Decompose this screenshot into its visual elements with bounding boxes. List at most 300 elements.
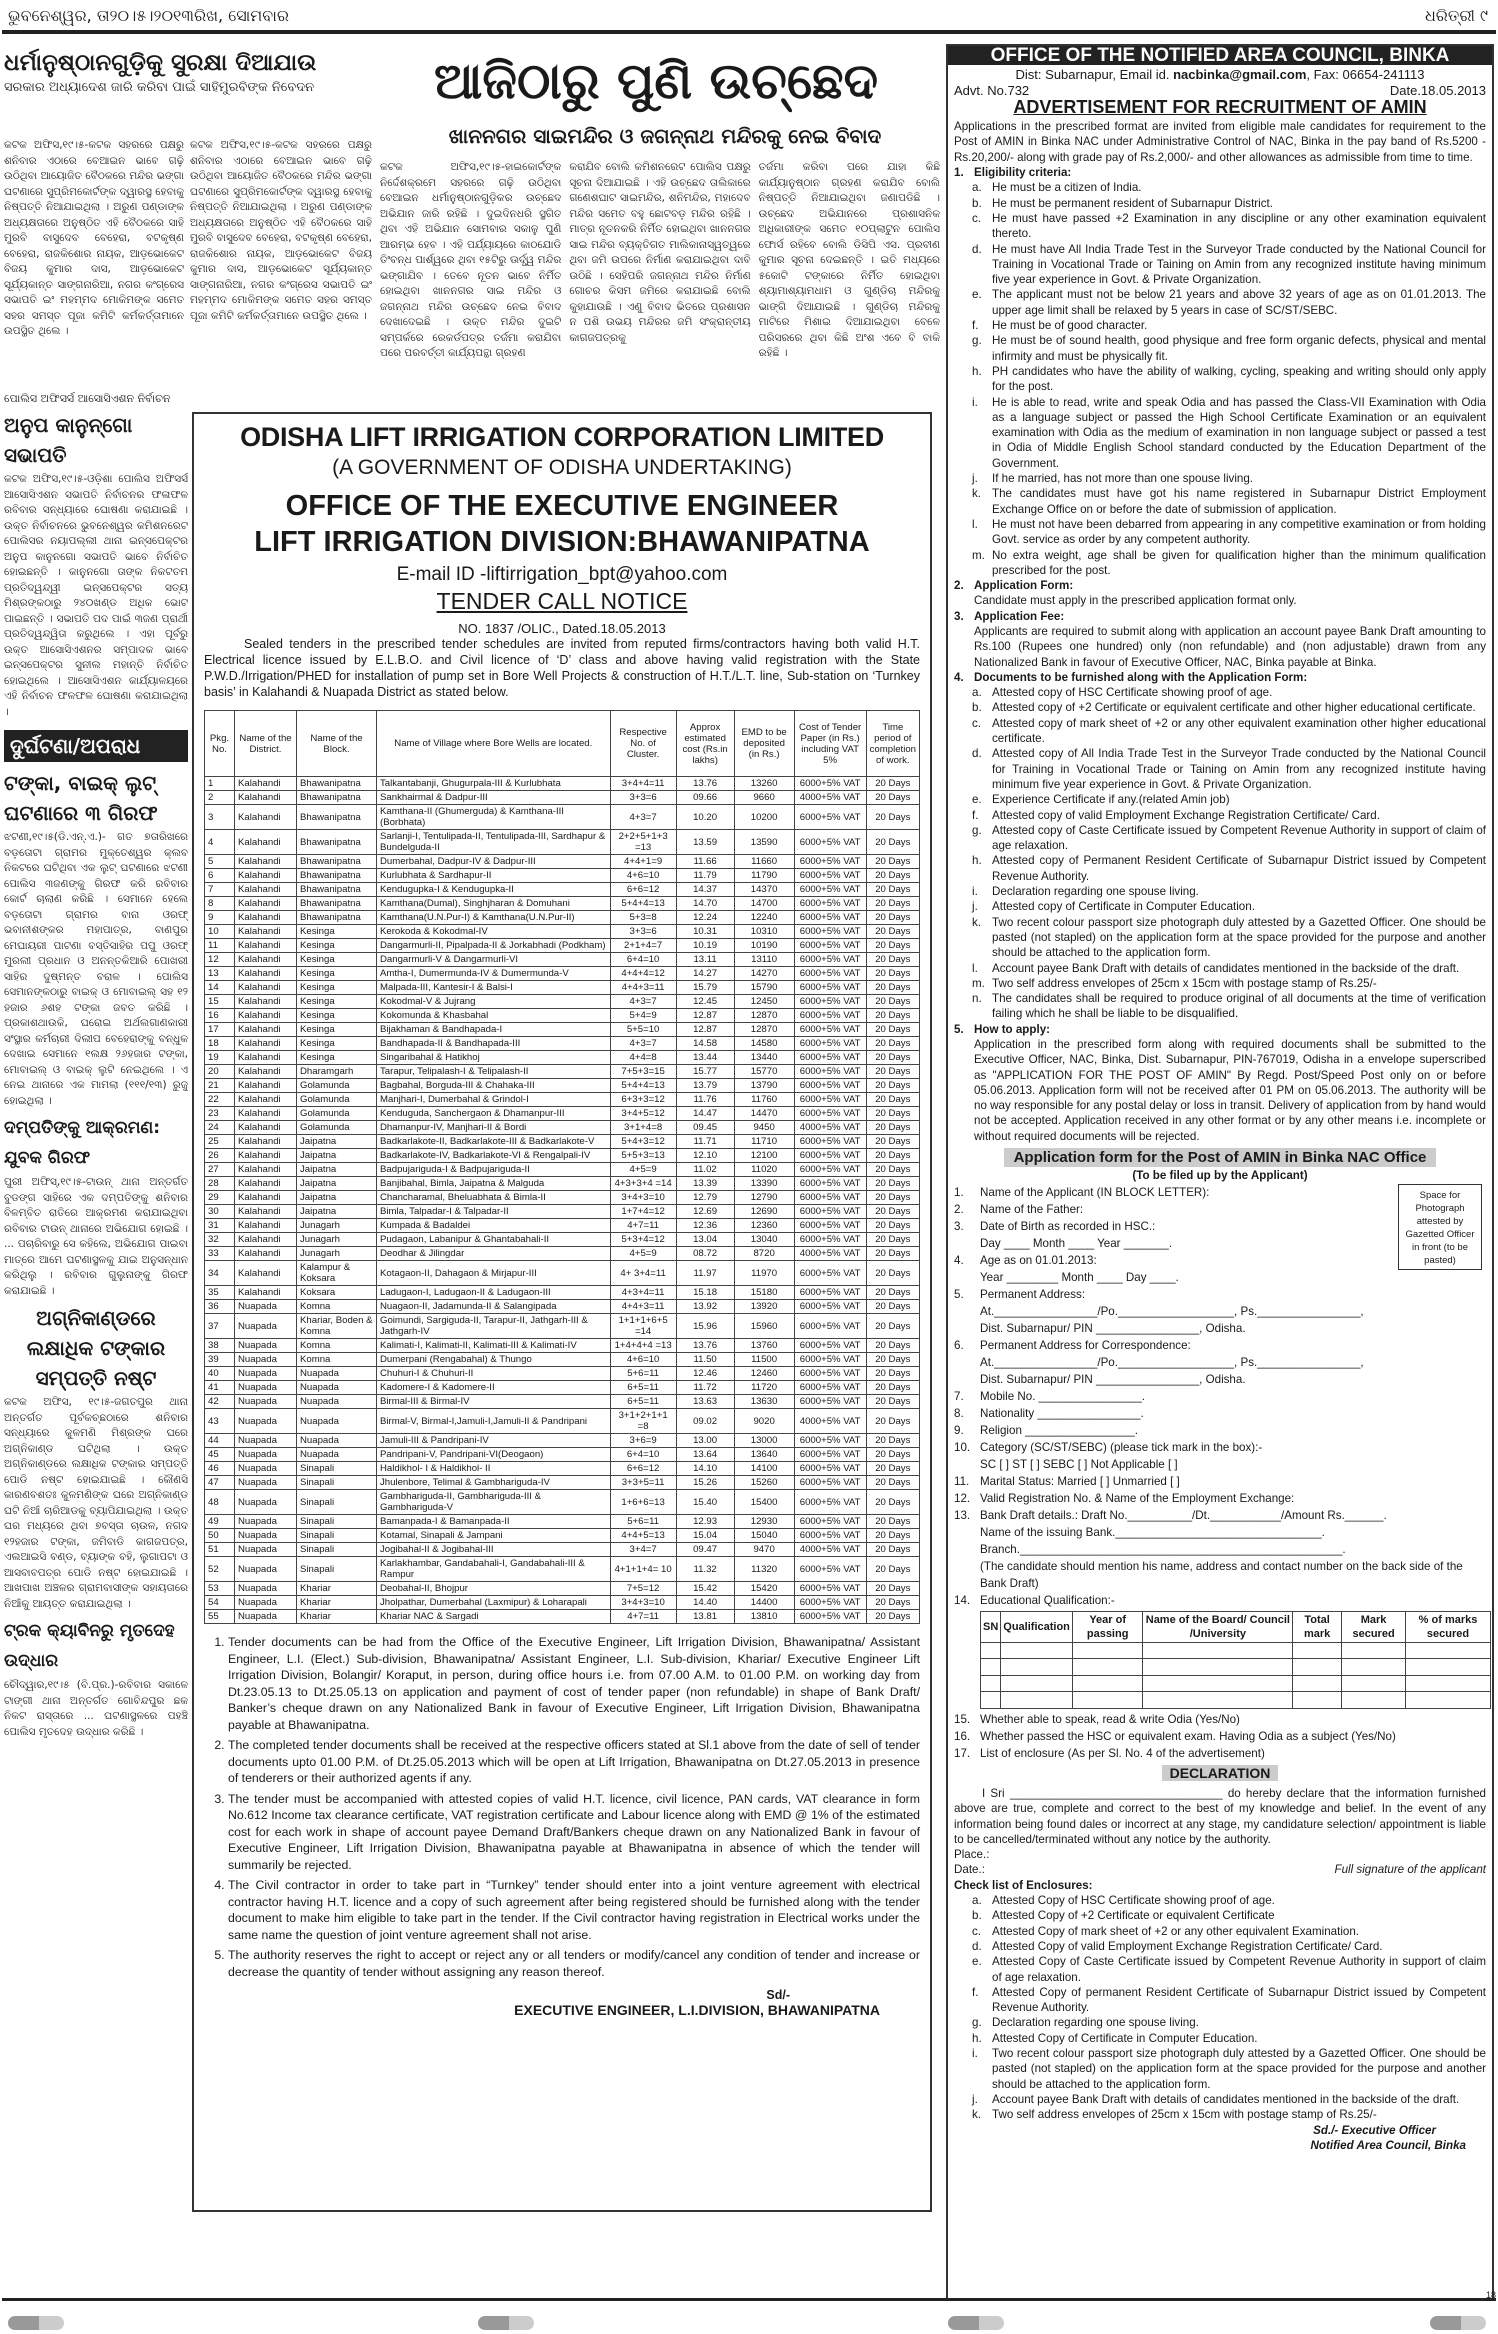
table-cell: 19 [205, 1051, 235, 1065]
table-cell: 6000+5% VAT [794, 1610, 866, 1624]
table-cell: Nuapada [235, 1314, 297, 1339]
table-cell: 13630 [734, 1395, 794, 1409]
table-cell: Kalahandi [235, 777, 297, 791]
item-text: Account payee Bank Draft with details of candidates mentioned in the backside of the draft. [992, 2092, 1460, 2106]
field-number: 17. [954, 1746, 971, 1760]
story-body: ଚୌଦ୍ୱାର,୧୯।୫ (ବି.ପ୍ର.)-ରବିବାର ସକାଳେ ଟାଙ୍ଗୀ ଥାନା ଅନ୍ତର୍ଗତ ଗୋବିନ୍ଦପୁର ଛକ ନିକଟ ରାସ୍ତାରେ ... ଘଟଣାସ୍ଥଳରେ ପହଞ୍ଚି ପୋଲିସ ମୃତଦେହ ଉଦ୍ଧାର କରିଛି । [4, 1679, 188, 1738]
table-row [205, 1543, 920, 1557]
blank-cell[interactable] [1001, 1692, 1073, 1709]
blank-cell[interactable] [1341, 1675, 1406, 1692]
table-row [205, 1476, 920, 1490]
table-cell: Jholpathar, Dumerbahal (Laxmipur) & Loharapali [377, 1596, 611, 1610]
table-cell: 20 Days [866, 1205, 919, 1219]
table-cell: 20 Days [866, 1596, 919, 1610]
table-cell: 44 [205, 1434, 235, 1448]
blank-cell[interactable] [1143, 1642, 1293, 1659]
table-cell: 6000+5% VAT [794, 1557, 866, 1582]
table-cell: 6000+5% VAT [794, 925, 866, 939]
table-cell: 6000+5% VAT [794, 805, 866, 830]
list-item [972, 915, 1486, 961]
table-cell: 11 [205, 939, 235, 953]
table-row [205, 1163, 920, 1177]
table-cell: Nuapada [235, 1582, 297, 1596]
table-cell: 12.45 [676, 995, 734, 1009]
field-label: Bank Draft details.: Draft No.__________/Dt.___________/Amount Rs.______. [980, 1508, 1387, 1522]
table-cell: Kamthana(U.N.Pur-I) & Kamthana(U.N.Pur-II) [377, 911, 611, 925]
table-cell: 6000+5% VAT [794, 995, 866, 1009]
item-key: a. [972, 686, 982, 700]
item-key: e. [972, 1955, 982, 1969]
table-cell: 6000+5% VAT [794, 1135, 866, 1149]
table-cell: 20 Days [866, 1051, 919, 1065]
table-cell: 24 [205, 1121, 235, 1135]
item-text: He must be of sound health, good physique and free form organic defects, physical and mental infirmity and must be physically fit. [992, 334, 1486, 363]
table-cell: 40 [205, 1367, 235, 1381]
blank-cell[interactable] [1001, 1675, 1073, 1692]
field-number: 2. [954, 1202, 964, 1216]
story-body: ପୁରୀ ଅଫିସ୍,୧୯।୫-ଟାଉନ୍ ଥାନା ଅନ୍ତର୍ଗତ ବୁଡଙ୍ଗ ସାହିରେ ଏକ ଦମ୍ପତିଙ୍କୁ ଶନିବାର ବିଳମ୍ବିତ ରାତିରେ ଆକ୍ରମଣ କରାଯାଇଥିବା ରବିବାର ଟାଉନ୍ ଥାନାରେ ଅଭିଯୋଗ ହୋଇଛି । ... ପଚାରିବାରୁ ସେ କହିଲେ, ଅଭିଯୋଗ ପାଇବା ମାତ୍ରେ ଆମେ ଘଟଣାସ୍ଥଳକୁ ଯାଇ ଅନୁସନ୍ଧାନ କରିଥିଲୁ । ରବିବାର ଗୁଲୁନାଙ୍କୁ ଗିରଫ କରାଯାଇଛି । [4, 1176, 188, 1297]
blank-cell[interactable] [1406, 1642, 1490, 1659]
table-cell: 20 Days [866, 1515, 919, 1529]
story-body: କଟକ ଅଫିସ,୧୯।୫-ଓଡ଼ିଶା ପୋଲିସ ଅଫିସର୍ସ ଆସୋସିଏଶନ ସଭାପତି ନିର୍ବାଚନର ଫଳାଫଳ ରବିବାର ସନ୍ଧ୍ୟାରେ ଘୋଷଣା କରାଯାଇଛି । ଉକ୍ତ ନିର୍ବାଚନରେ ଭୁବନେଶ୍ୱର କମିଶନରେଟ ପୋଲିସର ନୟାପଲ୍ଲୀ ଥାନା ଇନ୍ସପେକ୍ଟର ଅନୁପ କାନୁନଗୋ ସଭାପତି ଭାବେ ନିର୍ବାଚିତ ହୋଇଛନ୍ତି । କାନୁନଗୋ ତାଙ୍କ ନିକଟତମ ପ୍ରତିଦ୍ୱନ୍ଦ୍ୱୀ ଇନ୍ସପେକ୍ଟର ସତ୍ୟ ମିଶ୍ରଙ୍କଠାରୁ ୨୪୦ଖଣ୍ଡ ଅଧିକ ଭୋଟ ପାଇଛନ୍ତି । ସଭାପତି ପଦ ପାଇଁ ୩ଜଣ ପ୍ରାର୍ଥୀ ପ୍ରତିଦ୍ୱନ୍ଦ୍ୱିତା କରୁଥିଲେ । ଏହା ପୂର୍ବରୁ ଉକ୍ତ ଆସୋସିଏଶନର ସମ୍ପାଦକ ଭାବେ ଇନ୍ସପେକ୍ଟର ସୁନୀଲ ମହାନ୍ତି ନିର୍ବାଚିତ ହୋଇଥିଲେ । ଆସୋସିଏଶନ କାର୍ଯ୍ୟାଳୟରେ ଏହି ନିର୍ବାଚନ ଫଳଫଳ ଘୋଷଣା କରାଯାଇଥିଲା । [4, 473, 188, 718]
table-cell: 12.87 [676, 1009, 734, 1023]
org-subtitle: (A GOVERNMENT OF ODISHA UNDERTAKING) [332, 456, 792, 479]
tender-table [204, 710, 920, 1624]
table-cell: 20 Days [866, 1557, 919, 1582]
table-cell: 6000+5% VAT [794, 1300, 866, 1314]
headline: ଅନୁପ କାନୁନ୍‌ଗୋ ସଭାପତି [4, 413, 133, 467]
table-cell: 11660 [734, 855, 794, 869]
list-item [972, 884, 1486, 899]
table-cell: 6000+5% VAT [794, 1582, 866, 1596]
field-label: Whether passed the HSC or equivalent exam. Having Odia as a subject (Yes/No) [980, 1729, 1396, 1743]
table-cell: Kerokoda & Kokodmal-IV [377, 925, 611, 939]
table-cell: 22 [205, 1093, 235, 1107]
table-cell: 20 Days [866, 925, 919, 939]
blank-cell[interactable] [981, 1692, 1001, 1709]
blank-cell[interactable] [1293, 1659, 1341, 1676]
table-row [205, 1434, 920, 1448]
item-text: Attested Copy of Certificate in Computer Education. [992, 2031, 1258, 2045]
table-cell: Sankhairmal & Dadpur-III [377, 791, 611, 805]
form-field [954, 1405, 1486, 1422]
table-cell: 6000+5% VAT [794, 1462, 866, 1476]
field-number: 8. [954, 1406, 964, 1420]
table-row [205, 1247, 920, 1261]
table-cell: 6000+5% VAT [794, 1023, 866, 1037]
table-cell: 20 Days [866, 1121, 919, 1135]
table-cell: Jaipatna [297, 1191, 377, 1205]
lead-subhead: ଖାନନଗର ସାଇମନ୍ଦିର ଓ ଜଗନ୍ନାଥ ମନ୍ଦିରକୁ ନେଇ ବିବାଦ [448, 124, 882, 148]
table-cell: Kalahandi [235, 911, 297, 925]
table-cell: 8720 [734, 1247, 794, 1261]
form-field [954, 1541, 1486, 1558]
ad-title: ADVERTISEMENT FOR RECRUITMENT OF AMIN [1013, 96, 1427, 117]
table-cell: 54 [205, 1596, 235, 1610]
table-cell: 13040 [734, 1233, 794, 1247]
table-cell: Malpada-III, Kantesir-I & Balsi-I [377, 981, 611, 995]
section-text: Applicants are required to submit along with application an account payee Bank Draft amounting to Rs.100 (Rupees one hundred) only (non refundable) and (non adjustable) drawn from any Nationalized Bank in favour of Executive Officer, NAC, Binka payable at Binka. [974, 624, 1486, 669]
section-text: Candidate must apply in the prescribed application format only. [974, 594, 1297, 608]
table-cell: Kokomunda & Khasbahal [377, 1009, 611, 1023]
item-text: Attested Copy of valid Employment Exchange Registration Certificate/ Card. [992, 1939, 1383, 1953]
table-row [205, 869, 920, 883]
table-cell: Kalahandi [235, 830, 297, 855]
form-field [954, 1473, 1486, 1490]
amin-recruitment-ad: OFFICE OF THE NOTIFIED AREA COUNCIL, BINKA Dist: Subarnapur, Email id. nacbinka@gmail.com, Fax: 06654-241113 Advt. No.732 Date.18.05.2013 ADVERTISEMENT FOR RECRUITMENT OF AMIN Applications in the prescribed format are invited from eligible male candidates for requirement to the Post of AMIN in Binka NAC under Administrative Control of NAC, Binka in the pay band of Rs.5200 - Rs.20,200/- along with grade pay of Rs.2,000/- and other allowances as admissible from time to time. 1. Eligibility criteria: a. He must be a citizen of India. b. He must be permanent resident of Subarnapur District. c. He must have passed +2 Examination in any discipline or any other examination equivalent thereto. d. He must have All India Trade Test in the Surveyor Trade conducted by the National Council for Training in Vocational Trade or Taining on Amin from any recognized institute having minimum five year experience in Govt. & Private Organization. e. The applicant must not be below 21 years and above 32 years of age as on 01.01.2013. The upper age limit shall be relaxed by 5 years in case of SC/ST/SEBC. f. He must be of good character. g. He must be of sound health, good physique and free form organic defects, physical and mental infirmity and must be physically fit. h. PH candidates who have the ability of walking, cycling, speaking and writing should only apply for the post. i. He is able to read, write and speak Odia and has passed the Class-VII Examination with Odia as a language subject or passed the High School Certificate Examination or an equivalent examination with Odia as the medium of examination in non language subject or passed a test in Odia of Middle English School standard conducted by the Education Department of the Government. j. If he married, has not more than one spouse living. k. The candidates must have got his name registered in Subarnapur District Employment Exchange Office on or before the date of submission of application. l. He must not have been debarred from appearing in any competitive examination or from holding Govt. service as order by any competent authority. m. No extra weight, age shall be given for qualification higher than the minimum qualification prescribed for the post. 2. Application Form: Candidate must apply in the prescribed application format only. 3. Application Fee: Applicants are required to submit along with application an account payee Bank Draft amounting to Rs.100 (Rupees one hundred) only (non refundable) and (non adjustable) drawn from any Nationalized Bank in favour of Executive Officer, NAC, Binka payable at Binka. 4. Documents to be furnished along with the Application Form: a. Attested copy of HSC Certificate showing proof of age. b. Attested copy of +2 Certificate or equivalent certificate and other higher educational certificate. c. Attested copy of mark sheet of +2 or any other equivalent examination other higher educational certificate. d. Attested copy of All India Trade Test in the Surveyor Trade conducted by the National Council for Training in Vocational Trade or Taining on Amin from any recognized institute having minimum five year experience in Govt. & Private Organization. e. Experience Certificate if any.(related Amin job) f. Attested copy of valid Employment Exchange Registration Certificate/ Card. g. Attested copy of Caste Certificate issued by Competent Revenue Authority in support of claim of age relaxation. h. Attested copy of Permanent Resident Certificate of Subarnapur District issued by Competent Revenue Authority. i. Declaration regarding one spouse living. j. Attested copy of Certificate in Computer Education. k. Two recent colour passport size photograph duly attested by a Gazetted Officer. One should be pasted (not stapled) on the application form at the space provided for the purpose and another should be attached to the application form. l. Account payee Bank Draft with details of candidates mentioned in the backside of the draft. m. Two self address envelopes of 25cm x 15cm with postage stamp of Rs.25/- n. The candidates shall be required to produce original of all documents at the time of verification failing which he shall be liable to be disqualified. 5. How to apply: Application in the prescribed form along with required documents shall be submitted to the Executive Officer, NAC, Binka, Dist. Subarnapur, PIN-767019, Odisha in a envelope superscribed as "APPLICATION FOR THE POST OF AMIN" By Regd. Post/Speed Post only on or before 05.06.2013. Application form will not be received after 01 PM on 05.06.2013. The authority will be no way responsible for any postal delay or loss in transit. Delivery of application from by hand would not be accepted. Application received in any other format or by any other means i.e. incomplete or without required documents will be rejected. Application form for the Post of AMIN in Binka NAC Office (To be filed up by the Applicant) Space for Photograph attested by Gazetted Officer in front (to be pasted) 1. Name of the Applicant (IN BLOCK LETTER): 2. Name of the Father: 3. Date of Birth as recorded in HSC.: Day ____ Month ____ Year _______. 4. Age as on 01.01.2013: Year ________ Month ____ Day ____. 5. Permanent Address: At.________________/Po.__________________, Ps.________________, Dist. Subarnapur/ PIN ________________, Odisha. 6. Permanent Address for Correspondence: At.________________/Po.__________________, Ps.________________, Dist. Subarnapur/ PIN ________________, Odisha. 7. Mobile No. ________________. 8. Nationality ________________. 9. Religion _________________. 10. Category (SC/ST/SEBC) (please tick mark in the box):- SC [ ] ST [ ] SEBC [ ] Not Applicable [ ] 11. Marital Status: Married [ ] Unmarried [ ] 12. Valid Registration No. & Name of the Employment Exchange: 13. Bank Draft details.: Draft No.__________/Dt.___________/Amount Rs.______. Name of the issuing Bank.________________________________. Branch.__________________________________________________. (The candidate should mention his name, address and contact number on the back side of the Bank Draft) 14. Educational Qualification:- SN Qualification Year of passing Name of the Board/ Council /University Total mark Mark secured % of marks secured 15. Whether able to speak, read & write Odia (Yes/No) 16. Whether passed the HSC or equivalent exam. Having Odia as a subject (Yes/No) 17. List of enclosure (As per Sl. No. 4 of the advertisement) DECLARATION I Sri _________________________________ do hereby declare that the information furnished above are true, complete and correct to the best of my knowledge and belief. In the event of any information being found dales or incorrect at any stage, my candidature selection/ appointment is liable to be cancelled/terminated without any notice by the authority. Place.: Date.: Full signature of the applicant Check list of Enclosures: a. Attested Copy of HSC Certificate showing proof of age. b. Attested Copy of +2 Certificate or equivalent Certificate c. Attested Copy of mark sheet of +2 or any other equivalent Examination. d. Attested Copy of valid Employment Exchange Registration Certificate/ Card. e. Attested Copy of Caste Certificate issued by Competent Revenue Authority in support of claim of age relaxation. f. Attested Copy of permanent Resident Certificate of Subarnapur District issued by Competent Revenue Authority. g. Declaration regarding one spouse living. h. Attested Copy of Certificate in Computer Education. i. Two recent colour passport size photograph duly attested by a Gazetted Officer. One should be pasted (not stapled) on the application form at the space provided for the purpose and another should be attached to the application form. j. Account payee Bank Draft with details of candidates mentioned in the backside of the draft. k. Two self address envelopes of 25cm x 15cm with postage stamp of Rs.25/- Sd./- Executive Officer Notified Area Council, Binka [946, 44, 1494, 2300]
table-cell: 15.79 [676, 981, 734, 995]
table-cell: 13810 [734, 1610, 794, 1624]
table-cell: Kalahandi [235, 981, 297, 995]
list-item [972, 716, 1486, 747]
table-cell: 4+7=11 [610, 1219, 676, 1233]
table-cell: Nuagaon-II, Jadamunda-II & Salangipada [377, 1300, 611, 1314]
item-key: g. [972, 2016, 982, 2030]
table-row [205, 805, 920, 830]
page-tab-decoration [948, 2316, 1004, 2330]
table-cell: 32 [205, 1233, 235, 1247]
subhead: ସରକାର ଅଧ୍ୟାଦେଶ ଜାରି କରିବା ପାଇଁ ସାହିମୁରବିଙ୍କ ନିବେଦନ [4, 80, 315, 95]
column-header: Name of the Board/ Council /University [1143, 1611, 1293, 1642]
table-cell: 20 Days [866, 1065, 919, 1079]
table-cell: 5+3+4=12 [610, 1233, 676, 1247]
item-text: Attested copy of mark sheet of +2 or any other equivalent examination other higher educational certificate. [992, 716, 1486, 746]
table-cell: 6000+5% VAT [794, 1177, 866, 1191]
table-cell: Bagbahal, Borguda-III & Chahaka-III [377, 1079, 611, 1093]
table-cell: 6000+5% VAT [794, 1037, 866, 1051]
item-text: PH candidates who have the ability of walking, cycling, speaking and writing should only apply for the post. [992, 364, 1486, 394]
table-cell: Kalahandi [235, 869, 297, 883]
table-cell: 13640 [734, 1448, 794, 1462]
table-row [205, 911, 920, 925]
field-number: 1. [954, 1185, 964, 1199]
table-cell: 4+4+3=11 [610, 981, 676, 995]
table-cell: Gambhariguda-II, Gambhariguda-III & Gambhariguda-V [377, 1490, 611, 1515]
blank-cell[interactable] [981, 1675, 1001, 1692]
list-item [972, 746, 1486, 792]
headline: ଟ୍ରକ କ୍ୟାବିନରୁ ମୃତଦେହ ଉଦ୍ଧାର [4, 1621, 175, 1671]
list-item [972, 808, 1486, 823]
blank-cell[interactable] [1072, 1659, 1143, 1676]
table-row [205, 1596, 920, 1610]
table-cell: 20 Days [866, 805, 919, 830]
table-cell: 5+4+3=12 [610, 1135, 676, 1149]
blank-cell[interactable] [1341, 1642, 1406, 1659]
table-cell: Kumpada & Badaldei [377, 1219, 611, 1233]
table-cell: Jaipatna [297, 1205, 377, 1219]
table-cell: Kalahandi [235, 1286, 297, 1300]
table-cell: Kalahandi [235, 1135, 297, 1149]
blank-cell[interactable] [1341, 1659, 1406, 1676]
field-number: 3. [954, 1219, 964, 1233]
table-cell: 14100 [734, 1462, 794, 1476]
item-key: f. [972, 808, 979, 822]
table-cell: 6 [205, 869, 235, 883]
blank-cell[interactable] [1341, 1692, 1406, 1709]
table-row [205, 1261, 920, 1286]
blank-cell[interactable] [1001, 1659, 1073, 1676]
table-row [205, 1009, 920, 1023]
table-cell: 10310 [734, 925, 794, 939]
blank-cell[interactable] [1143, 1659, 1293, 1676]
table-cell: Kadomere-I & Kadomere-II [377, 1381, 611, 1395]
list-item [972, 1908, 1486, 1923]
table-cell: Ladugaon-I, Ladugaon-II & Ladugaon-III [377, 1286, 611, 1300]
table-cell: 14.47 [676, 1107, 734, 1121]
footer-rule [2, 2298, 1496, 2301]
table-cell: 9450 [734, 1121, 794, 1135]
table-cell: 6000+5% VAT [794, 1490, 866, 1515]
list-item [972, 548, 1486, 579]
item-text: He must not have been debarred from appearing in any competitive examination or from holding Govt. service as order by any competent authority. [992, 517, 1486, 547]
table-cell: 09.02 [676, 1409, 734, 1434]
table-cell: 6+6=12 [610, 1462, 676, 1476]
form-field [954, 1354, 1486, 1371]
list-item [972, 211, 1486, 242]
table-cell: Kamthana-II (Ghumerguda) & Kamthana-III (Borbhata) [377, 805, 611, 830]
table-cell: 13.39 [676, 1177, 734, 1191]
table-cell: 5 [205, 855, 235, 869]
form-field [954, 1439, 1486, 1456]
table-cell: Nuapada [235, 1476, 297, 1490]
form-field [954, 1388, 1486, 1405]
field-label: Religion _________________. [980, 1423, 1138, 1437]
table-cell: 6000+5% VAT [794, 1261, 866, 1286]
headline: ଅଗ୍ନିକାଣ୍ଡରେ ଲକ୍ଷାଧିକ ଟଙ୍କାର ସମ୍ପତ୍ତି ନଷ୍ଟ [26, 1306, 166, 1390]
form-field [954, 1286, 1486, 1303]
column-header: SN [981, 1611, 1001, 1642]
list-item [972, 287, 1486, 318]
table-cell: 13920 [734, 1300, 794, 1314]
headline: ଦମ୍ପତିଙ୍କୁ ଆକ୍ରମଣ: ଯୁବକ ଗିରଫ [4, 1118, 161, 1168]
table-cell: 3+4+5=12 [610, 1107, 676, 1121]
item-key: l. [972, 517, 978, 531]
table-row [205, 1339, 920, 1353]
table-cell: Nuapada [297, 1367, 377, 1381]
table-cell: 15180 [734, 1286, 794, 1300]
section-title: Documents to be furnished along with the Application Form: [974, 670, 1308, 684]
field-label: Permanent Address: [980, 1287, 1086, 1301]
table-cell: 20 Days [866, 1409, 919, 1434]
blank-cell[interactable] [1406, 1675, 1490, 1692]
table-cell: 11.79 [676, 869, 734, 883]
table-cell: 12460 [734, 1367, 794, 1381]
blank-cell[interactable] [1072, 1692, 1143, 1709]
table-cell: 6000+5% VAT [794, 1314, 866, 1339]
form-field [954, 1269, 1392, 1286]
table-cell: Nuapada [235, 1381, 297, 1395]
table-row [205, 1107, 920, 1121]
blank-cell[interactable] [1293, 1675, 1341, 1692]
item-text: Attested copy of Certificate in Computer Education. [992, 900, 1255, 914]
story-temple-security [4, 44, 374, 101]
table-cell: 15400 [734, 1490, 794, 1515]
table-cell: 20 Days [866, 855, 919, 869]
table-cell: 13.76 [676, 1339, 734, 1353]
table-cell: 48 [205, 1490, 235, 1515]
table-cell: 27 [205, 1163, 235, 1177]
table-cell: 4 [205, 830, 235, 855]
field-label: (The candidate should mention his name, address and contact number on the back side of the Bank Draft) [980, 1559, 1463, 1590]
item-text: Attested copy of All India Trade Test in the Surveyor Trade conducted by the National Council for Training in Vocational Trade or Taining on Amin from any recognized institute having minimum five year experience in Govt. & Private Organization. [992, 747, 1486, 791]
form-field [954, 1337, 1486, 1354]
item-text: Attested copy of Caste Certificate issued by Competent Revenue Authority in support of claim of age relaxation. [992, 823, 1486, 853]
form-field [954, 1371, 1486, 1388]
column-header: % of marks secured [1406, 1611, 1490, 1642]
table-cell: 10.20 [676, 805, 734, 830]
table-cell: 15420 [734, 1582, 794, 1596]
table-row [981, 1692, 1491, 1709]
list-item [972, 823, 1486, 854]
table-cell: 11020 [734, 1163, 794, 1177]
table-cell: 14 [205, 981, 235, 995]
blank-cell[interactable] [981, 1659, 1001, 1676]
table-cell: 46 [205, 1462, 235, 1476]
table-cell: Kalahandi [235, 1191, 297, 1205]
page-tab-decoration [478, 2316, 534, 2330]
list-item [972, 318, 1486, 333]
blank-cell[interactable] [1143, 1692, 1293, 1709]
item-key: d. [972, 747, 982, 761]
table-cell: 20 Days [866, 1434, 919, 1448]
table-cell: Kalahandi [235, 1163, 297, 1177]
item-text: Attested copy of valid Employment Exchange Registration Certificate/ Card. [992, 808, 1380, 822]
blank-cell[interactable] [1293, 1642, 1341, 1659]
office-line-2: LIFT IRRIGATION DIVISION:BHAWANIPATNA [254, 526, 870, 558]
condition-item: 4. The Civil contractor in order to take part in “Turnkey” tender should enter into a joint venture agreement with electrical contractor having H.T. licence and a copy of such agreement after being registered should be furnished along with the tender document to make him eligible to take part in the tender. If the Civil contractor having registration in Electrical works under the same name the question of joint venture agreement shall not arise. [228, 1877, 920, 1943]
table-cell: 10.31 [676, 925, 734, 939]
table-cell: 14370 [734, 883, 794, 897]
checklist-title: Check list of Enclosures: [954, 1878, 1093, 1892]
condition-item: 1. Tender documents can be had from the Office of the Executive Engineer, Lift Irrigation Division, Bhawanipatna/ Assistant Engineer, L.I. (Elect.) Sub-division, Bhawanipatna/ Assistant Engineer, L.I. Sub-division, Khariar/ Executive Engineer Lift Irrigation Division, Bolangir/ Koraput, in person, during office hours i.e. from 07.00 A.M. to 01.00 P.M. on working day from Dt.23.05.13 to Dt.25.05.13 on application and payment of cost of tender paper (non refundable) in shape of Bank Draft/ Banker’s cheque drawn on any Nationalized Bank in favour of Executive Engineer, Lift Irrigation Division, Bhawanipatna payable at Bhawanipatna. [228, 1634, 920, 1733]
section-title: How to apply: [974, 1022, 1050, 1036]
table-cell: 13590 [734, 830, 794, 855]
item-key: k. [972, 2108, 982, 2122]
table-cell: 47 [205, 1476, 235, 1490]
table-cell: 9470 [734, 1543, 794, 1557]
field-label: Branch.__________________________________________________. [980, 1542, 1346, 1556]
table-row [205, 1367, 920, 1381]
dateline: ଭୁବନେଶ୍ୱର, ତା୨୦।୫।୨୦୧୩ରିଖ, ସୋମବାର [8, 6, 289, 25]
item-text: The candidates shall be required to produce original of all documents at the time of verification failing which he shall be liable to be disqualified. [992, 992, 1486, 1021]
table-cell: 20 Days [866, 1149, 919, 1163]
table-cell: 5+4=9 [610, 1009, 676, 1023]
field-label: At.________________/Po.__________________, Ps.________________, [980, 1355, 1364, 1369]
field-number: 6. [954, 1338, 964, 1352]
blank-cell[interactable] [1406, 1659, 1490, 1676]
table-cell: Amtha-I, Dumermunda-IV & Dumermunda-V [377, 967, 611, 981]
form-field [954, 1252, 1392, 1269]
table-cell: 14700 [734, 897, 794, 911]
table-cell: 13.59 [676, 830, 734, 855]
item-key: a. [972, 181, 982, 195]
declaration-text: I Sri _________________________________ do hereby declare that the information furnished above are true, complete and correct to the best of my knowledge and belief. In the event of any information being found dales or incorrect at any stage, my candidature selection/ appointment is liable to be cancelled/terminated without any notice by the authority. [954, 1786, 1486, 1846]
blank-cell[interactable] [1001, 1642, 1073, 1659]
story-body: କଟକ ଅଫିସ,୧୯।୫-କଟକ ସହରରେ ପକ୍ଷରୁ ଶନିବାର ଏଠାରେ ବେଆଇନ ଭାବେ ଗଢ଼ି ଉଠିଥିବା ଆୟୋଜିତ ବୈଠକରେ ମନ୍ଦିର ଭଙ୍ଗା ଘଟଣାରେ ସୁପ୍ରିମକୋର୍ଟଙ୍କ ଦ୍ୱାରସ୍ଥ ହେବାକୁ ନିଷ୍ପତ୍ତି ନିଆଯାଇଥିଲା । ଅରୁଣ ପଣ୍ଡାଙ୍କ ଅଧ୍ୟକ୍ଷତାରେ ଅନୁଷ୍ଠିତ ଏହି ବୈଠକରେ ସାହି ମୁରବି ବାସୁଦେବ ବେହେରା, ବଟକୃଷ୍ଣ ବେହେରା, ରାଜକିଶୋର ନାୟକ, ଆଡ଼ଭୋକେଟ ବିଜୟ କୁମାର ଦାସ, ଆଡ଼ଭୋକେଟ ସୂର୍ଯ୍ୟକାନ୍ତ ସାଙ୍ଗନାରିଆ, ନଗର କଂଗ୍ରେସ ସଭାପତି ଇଂ ମହମ୍ମଦ ମୋକିମଙ୍କ ସମେତ ସହର ସମସ୍ତ ପୂଜା କମିଟି କର୍ମକର୍ତ୍ତାମାନେ ଉପସ୍ଥିତ ଥିଲେ । [4, 139, 184, 337]
table-cell: 6000+5% VAT [794, 1339, 866, 1353]
table-cell: 15.04 [676, 1529, 734, 1543]
table-cell: 15.26 [676, 1476, 734, 1490]
table-cell: 4+4+4=12 [610, 967, 676, 981]
list-item [972, 2046, 1486, 2092]
list-item [972, 685, 1486, 700]
table-cell: 6000+5% VAT [794, 883, 866, 897]
table-cell: 13.92 [676, 1300, 734, 1314]
table-cell: 15.77 [676, 1065, 734, 1079]
table-cell: Kalahandi [235, 1023, 297, 1037]
table-cell: Sinapali [297, 1490, 377, 1515]
table-cell: Jaipatna [297, 1177, 377, 1191]
table-cell: 6000+5% VAT [794, 1233, 866, 1247]
table-cell: 14.40 [676, 1596, 734, 1610]
form-field [954, 1745, 1486, 1762]
table-cell: 10 [205, 925, 235, 939]
item-text: Account payee Bank Draft with details of candidates mentioned in the backside of the draft. [992, 961, 1460, 975]
blank-cell[interactable] [1293, 1692, 1341, 1709]
table-cell: Kalahandi [235, 1037, 297, 1051]
field-number [954, 1235, 980, 1252]
table-cell: Kalahandi [235, 939, 297, 953]
table-cell: Bhawanipatna [297, 805, 377, 830]
education-table [980, 1611, 1491, 1709]
blank-cell[interactable] [981, 1642, 1001, 1659]
table-cell: Haldikhol- I & Haldikhol- II [377, 1462, 611, 1476]
table-cell: 15040 [734, 1529, 794, 1543]
item-key: b. [972, 1909, 982, 1923]
field-number: 10. [954, 1440, 971, 1454]
table-cell: 6000+5% VAT [794, 1381, 866, 1395]
table-cell: 43 [205, 1409, 235, 1434]
field-label: Educational Qualification:- [980, 1593, 1115, 1607]
list-item [972, 2092, 1486, 2107]
table-cell: 9 [205, 911, 235, 925]
table-cell: 20 Days [866, 1462, 919, 1476]
table-cell: 15770 [734, 1065, 794, 1079]
list-item [972, 2031, 1486, 2046]
table-cell: Sinapali [297, 1462, 377, 1476]
table-cell: Kesinga [297, 1037, 377, 1051]
table-cell: Kalahandi [235, 1261, 297, 1286]
table-cell: 12870 [734, 1009, 794, 1023]
blank-cell[interactable] [1143, 1675, 1293, 1692]
table-cell: 10.19 [676, 939, 734, 953]
table-cell: 23 [205, 1107, 235, 1121]
table-cell: 4+7=11 [610, 1610, 676, 1624]
table-cell: Golamunda [297, 1107, 377, 1121]
table-cell: 41 [205, 1381, 235, 1395]
field-number: 13. [954, 1508, 971, 1522]
field-label: Dist. Subarnapur/ PIN ________________, Odisha. [980, 1321, 1246, 1335]
blank-cell[interactable] [1072, 1642, 1143, 1659]
blank-cell[interactable] [1406, 1692, 1490, 1709]
table-cell: Nuapada [235, 1300, 297, 1314]
table-row [205, 967, 920, 981]
date-label: Date.: [954, 1863, 985, 1877]
place-label: Place.: [954, 1848, 990, 1862]
table-cell: Kalahandi [235, 1121, 297, 1135]
item-key: b. [972, 701, 982, 715]
documents-list [954, 685, 1486, 1022]
table-cell: 20 Days [866, 869, 919, 883]
item-text: He must have All India Trade Test in the Surveyor Trade conducted by the National Council for Training in Vocational Trade or Taining on Amin from any recognized institute having minimum five year experience in Govt. & Private Organization. [992, 242, 1486, 287]
table-cell: 21 [205, 1079, 235, 1093]
table-cell: Dumerpani (Rengabahal) & Thungo [377, 1353, 611, 1367]
table-cell: 14.27 [676, 967, 734, 981]
item-key: c. [972, 716, 982, 730]
blank-cell[interactable] [1072, 1675, 1143, 1692]
table-cell: Khariar [297, 1582, 377, 1596]
table-cell: Kesinga [297, 1051, 377, 1065]
